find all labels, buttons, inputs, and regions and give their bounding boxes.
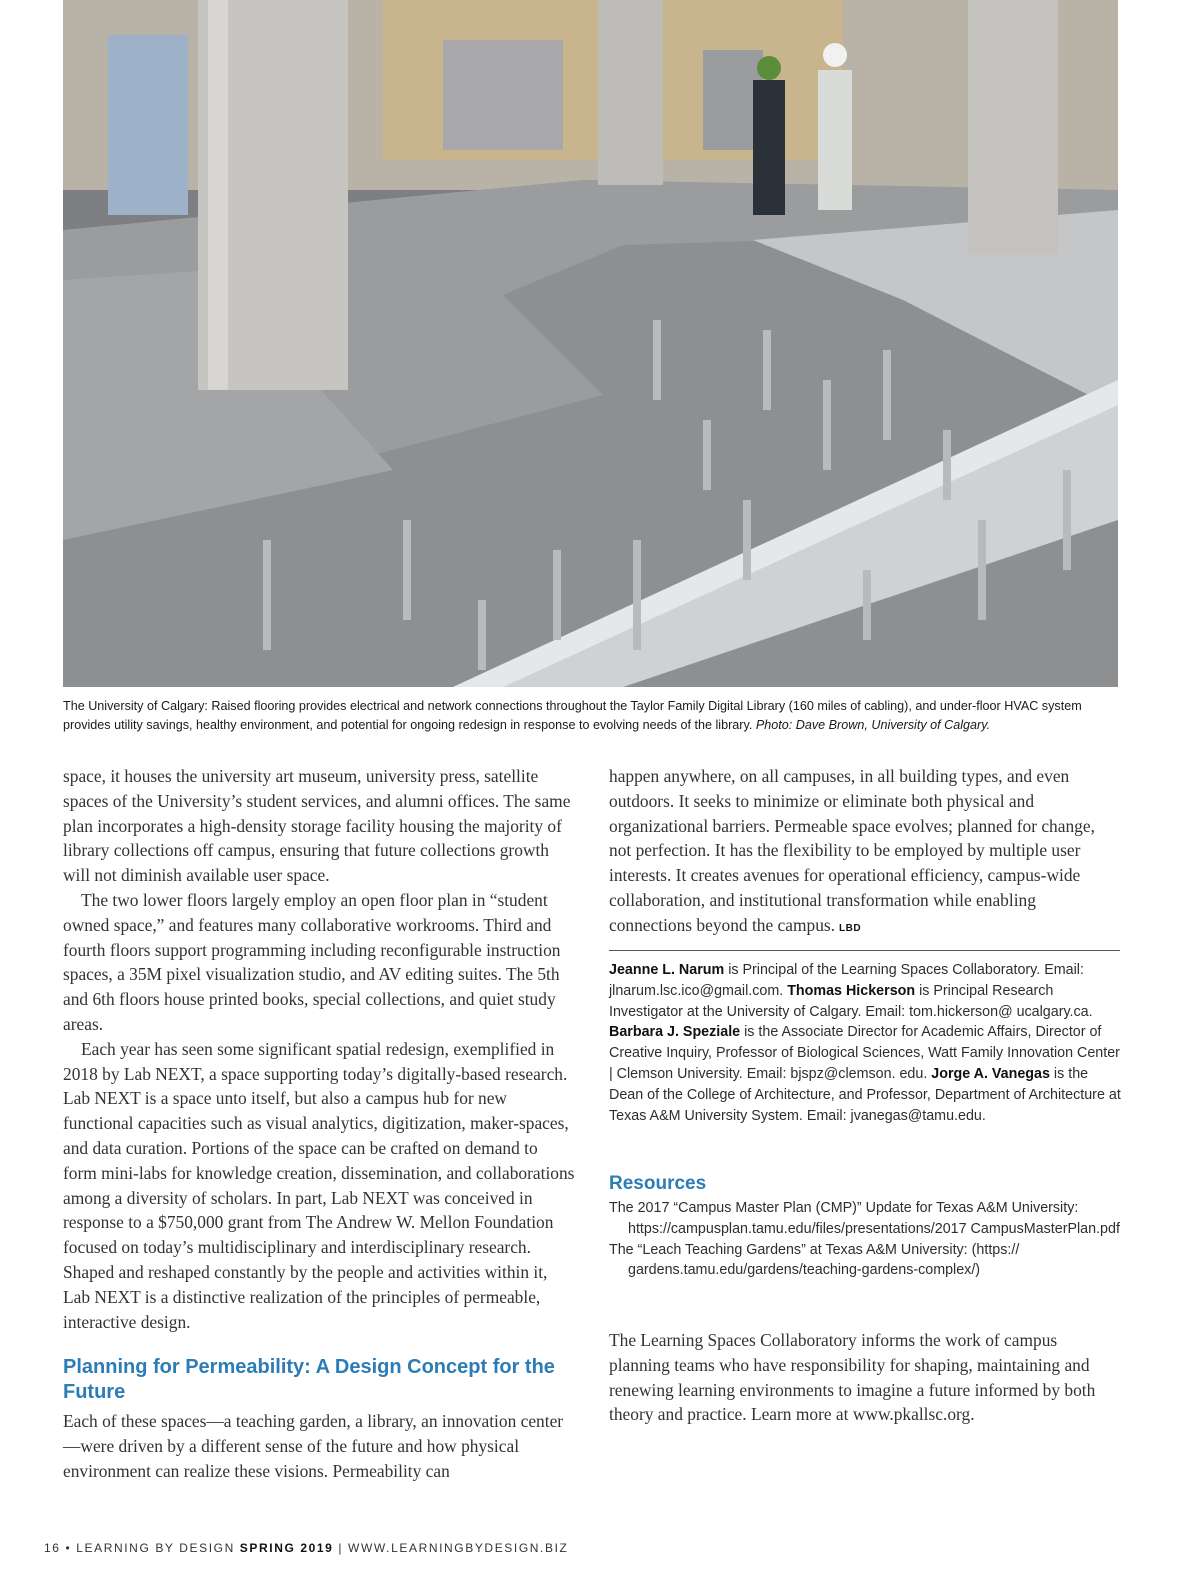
left-column [63,764,575,1484]
author-bio-1: is Principal of the Learning Spaces Collaboratory. Email: jlnarum.lsc.ico@gmail.com. [609,962,1084,999]
raised-floor-photo [63,0,1118,687]
author-name-3: Barbara J. Speziale [609,1024,741,1041]
end-mark: LBD [839,922,862,934]
left-paragraph-1: space, it houses the university art museum, university press, satellite spaces of the University’s student services, and alumni offices. The same plan incorporates a high-density storage facility housing the majority of library collections off campus, ensuring that future collections growth will not diminish available user space. [63,766,571,886]
resources-heading: Resources [609,1173,707,1194]
caption-text: The University of Calgary: Raised flooring provides electrical and network connections throughout the Taylor Family Digital Library (160 miles of cabling), and under-floor HVAC system provides utility savings, healthy environment, and potential for ongoing redesign in response to evolving needs of the library. [63,699,1082,732]
right-column [609,764,1121,942]
publication-name: LEARNING BY DESIGN [76,1541,235,1555]
author-bio-4: is the Dean of the College of Architecture, and Professor, Department of Architecture at Texas A&M University System. Email: jvanegas@tamu.edu. [609,1065,1121,1124]
author-bio-2: is Principal Research Investigator at the University of Calgary. Email: tom.hickerson@ ucalgary.ca. [609,982,1093,1020]
author-name-4: Jorge A. Vanegas [931,1065,1050,1082]
resource-item[interactable]: The “Leach Teaching Gardens” at Texas A&M University: (https:// gardens.tamu.edu/gardens/teaching-gardens-complex/) [609,1241,1020,1279]
author-name-2: Thomas Hickerson [787,982,916,999]
left-paragraph-3: Each year has seen some significant spatial redesign, exemplified in 2018 by Lab NEXT, a space supporting today’s digitally-based research. Lab NEXT is a space unto itself, but also a campus hub for new functional capacities such as visual analytics, digitization, maker-spaces, and data curation. Portions of the space can be crafted on demand to form mini-labs for knowledge creation, dissemination, and collaborations among a diversity of scholars. In part, Lab NEXT was conceived in response to a $750,000 grant from The Andrew W. Mellon Foundation focused on today’s multidisciplinary and interdisciplinary research. Shaped and reshaped constantly by the people and activities within it, Lab NEXT is a distinctive realization of the principles of permeable, interactive design. [63,1038,575,1332]
left-paragraph-2: The two lower floors largely employ an open floor plan in “student owned space,” and features many collaborative workrooms. Third and fourth floors support programming including reconfigurable instruction spaces, a 35M pixel visualization studio, and AV editing suites. The 5th and 6th floors house printed books, special collections, and quiet study areas. [63,889,561,1034]
photo-caption [63,697,1123,735]
issue-label: SPRING 2019 [239,1541,334,1555]
right-paragraph-1-text: happen anywhere, on all campuses, in all building types, and even outdoors. It seeks to minimize or eliminate both physical and organizational barriers. Permeable space evolves; planned for change, not perfection. It has the flexibility to be employed by multiple user interests. It creates avenues for operational efficiency, campus-wide collaboration, and institutional transformation while enabling connections beyond the campus. [609,766,1095,935]
resources-list [609,1198,1124,1281]
page-number: 16 [44,1541,61,1555]
caption-credit: Photo: Dave Brown, University of Calgary. [755,718,991,732]
section-heading: Planning for Permeability: A Design Concept for the Future [63,1356,555,1404]
author-bio-3: is the Associate Director for Academic Affairs, Director of Creative Inquiry, Professor of Biological Sciences, Watt Family Innovation Center | Clemson University. Email: bjspz@clemson. edu. [609,1024,1120,1082]
photo-illustration [63,0,1118,687]
author-name-1: Jeanne L. Narum [609,962,725,978]
left-paragraph-4: Each of these spaces—a teaching garden, a library, an innovation center—were driven by a different sense of the future and how physical environment can realize these visions. Permeability can [63,1411,564,1481]
website-link[interactable]: WWW.LEARNINGBYDESIGN.BIZ [348,1541,569,1555]
divider [609,950,1120,951]
footer-separator: | [338,1541,344,1555]
author-bios [609,960,1124,1126]
page-footer: 16 • LEARNING BY DESIGN SPRING 2019 | WWW.LEARNINGBYDESIGN.BIZ [44,1541,569,1555]
resource-item[interactable]: The 2017 “Campus Master Plan (CMP)” Update for Texas A&M University: https://campusplan.tamu.edu/files/presentations/2017 CampusMasterPlan.pdf [609,1200,1120,1237]
right-paragraph-1 [609,764,1121,942]
closing-paragraph: The Learning Spaces Collaboratory informs the work of campus planning teams who have responsibility for shaping, maintaining and renewing learning environments to imagine a future informed by both theory and practice. Learn more at www.pkallsc.org. [609,1330,1096,1425]
